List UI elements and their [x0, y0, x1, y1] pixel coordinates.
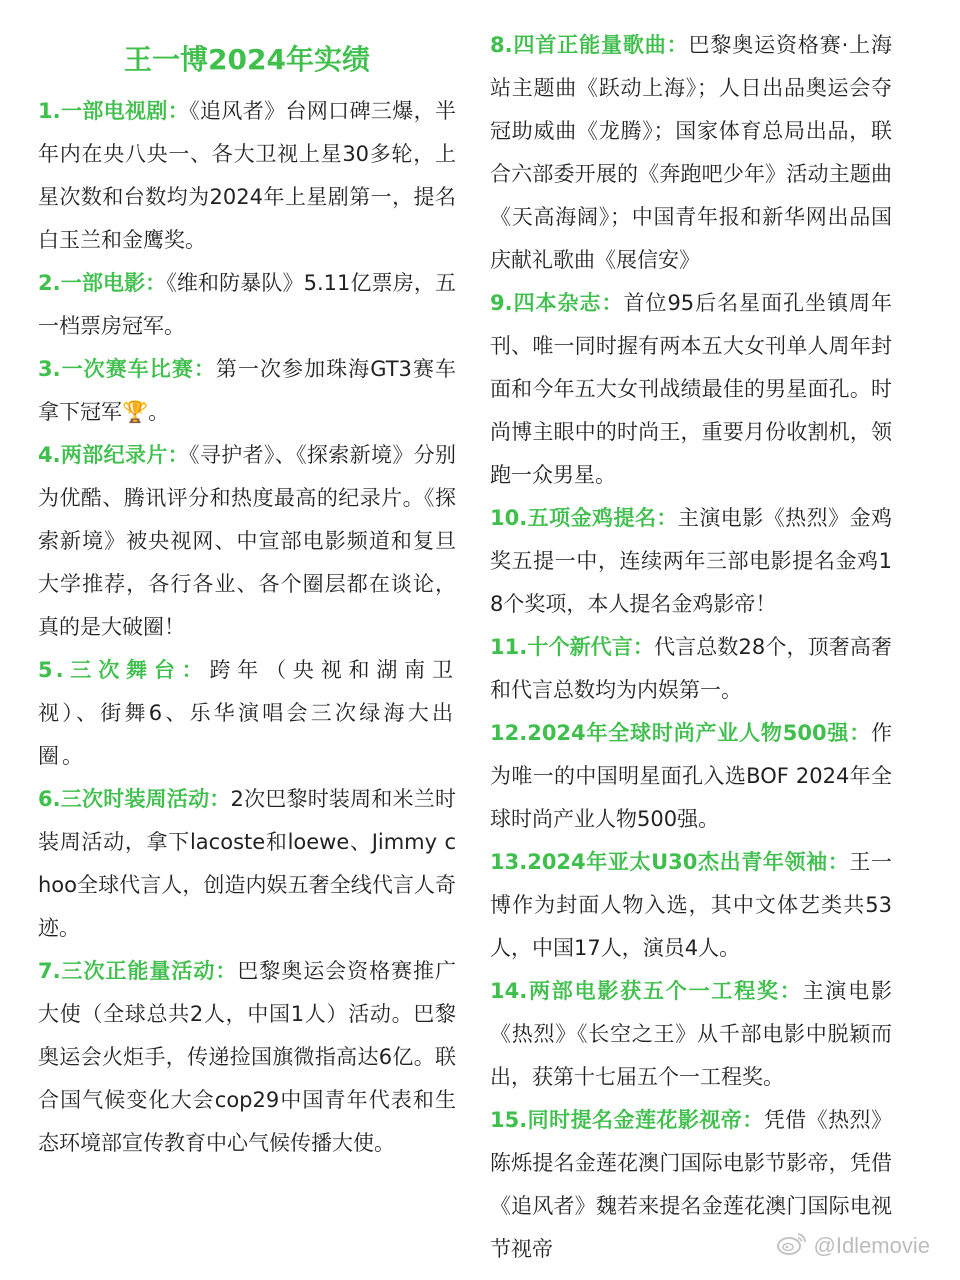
list-item — [38, 90, 456, 262]
item-heading: 2.一部电影： — [38, 271, 167, 295]
item-text: 作为唯一的中国明星面孔入选BOF 2024年全球时尚产业人物500强。 — [490, 721, 892, 831]
weibo-icon — [776, 1230, 808, 1262]
item-text: 巴黎奥运会资格赛推广大使（全球总共2人，中国1人）活动。巴黎奥运会火炬手，传递捡国旗微指高达6亿。联合国气候变化大会cop29中国青年代表和生态环境部宣传教育中心气候传播大使。 — [38, 959, 456, 1155]
item-heading: 15.同时提名金莲花影视帝： — [490, 1108, 764, 1132]
item-text: 凭借《热烈》陈烁提名金莲花澳门国际电影节影帝，凭借《追风者》魏若来提名金莲花澳门国际电视节视帝 — [490, 1108, 893, 1261]
list-item — [38, 348, 456, 434]
item-heading: 9.四本杂志： — [490, 291, 624, 315]
item-heading: 5.三次舞台： — [38, 658, 210, 682]
page-title: 王一博2024年实绩 — [124, 43, 370, 76]
left-column — [38, 40, 456, 1165]
list-item — [38, 778, 456, 950]
item-heading: 12.2024年全球时尚产业人物500强： — [490, 721, 871, 745]
item-text: 主演电影《热烈》金鸡奖五提一中，连续两年三部电影提名金鸡18个奖项，本人提名金鸡影帝！ — [490, 506, 893, 616]
list-item — [490, 24, 892, 282]
item-text: 跨年（央视和湖南卫视）、街舞6、乐华演唱会三次绿海大出圈。 — [38, 658, 457, 768]
item-text: 《追风者》台网口碑三爆，半年内在央八央一、各大卫视上星30多轮，上星次数和台数均为2024年上星剧第一，提名白玉兰和金鹰奖。 — [38, 99, 457, 252]
item-heading: 14.两部电影获五个一工程奖： — [490, 979, 803, 1003]
watermark — [776, 1230, 931, 1262]
list-item — [490, 282, 892, 497]
item-text: 首位95后名星面孔坐镇周年刊、唯一同时握有两本五大女刊单人周年封面和今年五大女刊战绩最佳的男星面孔。时尚博主眼中的时尚王，重要月份收割机，领跑一众男星。 — [490, 291, 892, 487]
list-item — [38, 950, 456, 1165]
watermark-text: @Idlemovie — [813, 1233, 930, 1258]
list-item — [490, 841, 892, 970]
item-heading: 3.一次赛车比赛： — [38, 357, 216, 381]
item-text: 2次巴黎时装周和米兰时装周活动，拿下lacoste和loewe、Jimmy choo全球代言人，创造内娱五奢全线代言人奇迹。 — [38, 787, 456, 940]
item-text: 《寻护者》、《探索新境》分别为优酷、腾讯评分和热度最高的纪录片。《探索新境》被央视网、中宣部电影频道和复旦大学推荐，各行各业、各个圈层都在谈论，真的是大破圈！ — [38, 443, 457, 639]
list-item — [490, 712, 892, 841]
item-text: 《维和防暴队》5.11亿票房，五一档票房冠军。 — [38, 271, 456, 338]
item-heading: 4.两部纪录片： — [38, 443, 190, 467]
list-item — [490, 970, 892, 1099]
item-heading: 7.三次正能量活动： — [38, 959, 238, 983]
item-heading: 1.一部电视剧： — [38, 99, 190, 123]
item-heading: 8.四首正能量歌曲： — [490, 33, 689, 57]
item-text: 巴黎奥运资格赛·上海站主题曲《跃动上海》；人日出品奥运会夺冠助威曲《龙腾》；国家体育总局出品，联合六部委开展的《奔跑吧少年》活动主题曲《天高海阔》；中国青年报和新华网出品国庆献礼歌曲《展信安》 — [490, 33, 892, 272]
item-text: 第一次参加珠海GT3赛车拿下冠军🏆。 — [38, 357, 456, 424]
item-heading: 10.五项金鸡提名： — [490, 506, 678, 530]
item-heading: 6.三次时装周活动： — [38, 787, 231, 811]
list-item — [38, 434, 456, 649]
list-item — [38, 262, 456, 348]
item-text: 王一博作为封面人物入选，其中文体艺类共53人，中国17人，演员4人。 — [490, 850, 892, 960]
list-item — [490, 626, 892, 712]
right-column — [490, 24, 892, 1271]
list-item — [490, 497, 892, 626]
item-text: 主演电影《热烈》《长空之王》从千部电影中脱颖而出，获第十七届五个一工程奖。 — [490, 979, 893, 1089]
item-heading: 13.2024年亚太U30杰出青年领袖： — [490, 850, 850, 874]
list-item — [38, 649, 456, 778]
item-heading: 11.十个新代言： — [490, 635, 655, 659]
item-text: 代言总数28个，顶奢高奢和代言总数均为内娱第一。 — [490, 635, 892, 702]
